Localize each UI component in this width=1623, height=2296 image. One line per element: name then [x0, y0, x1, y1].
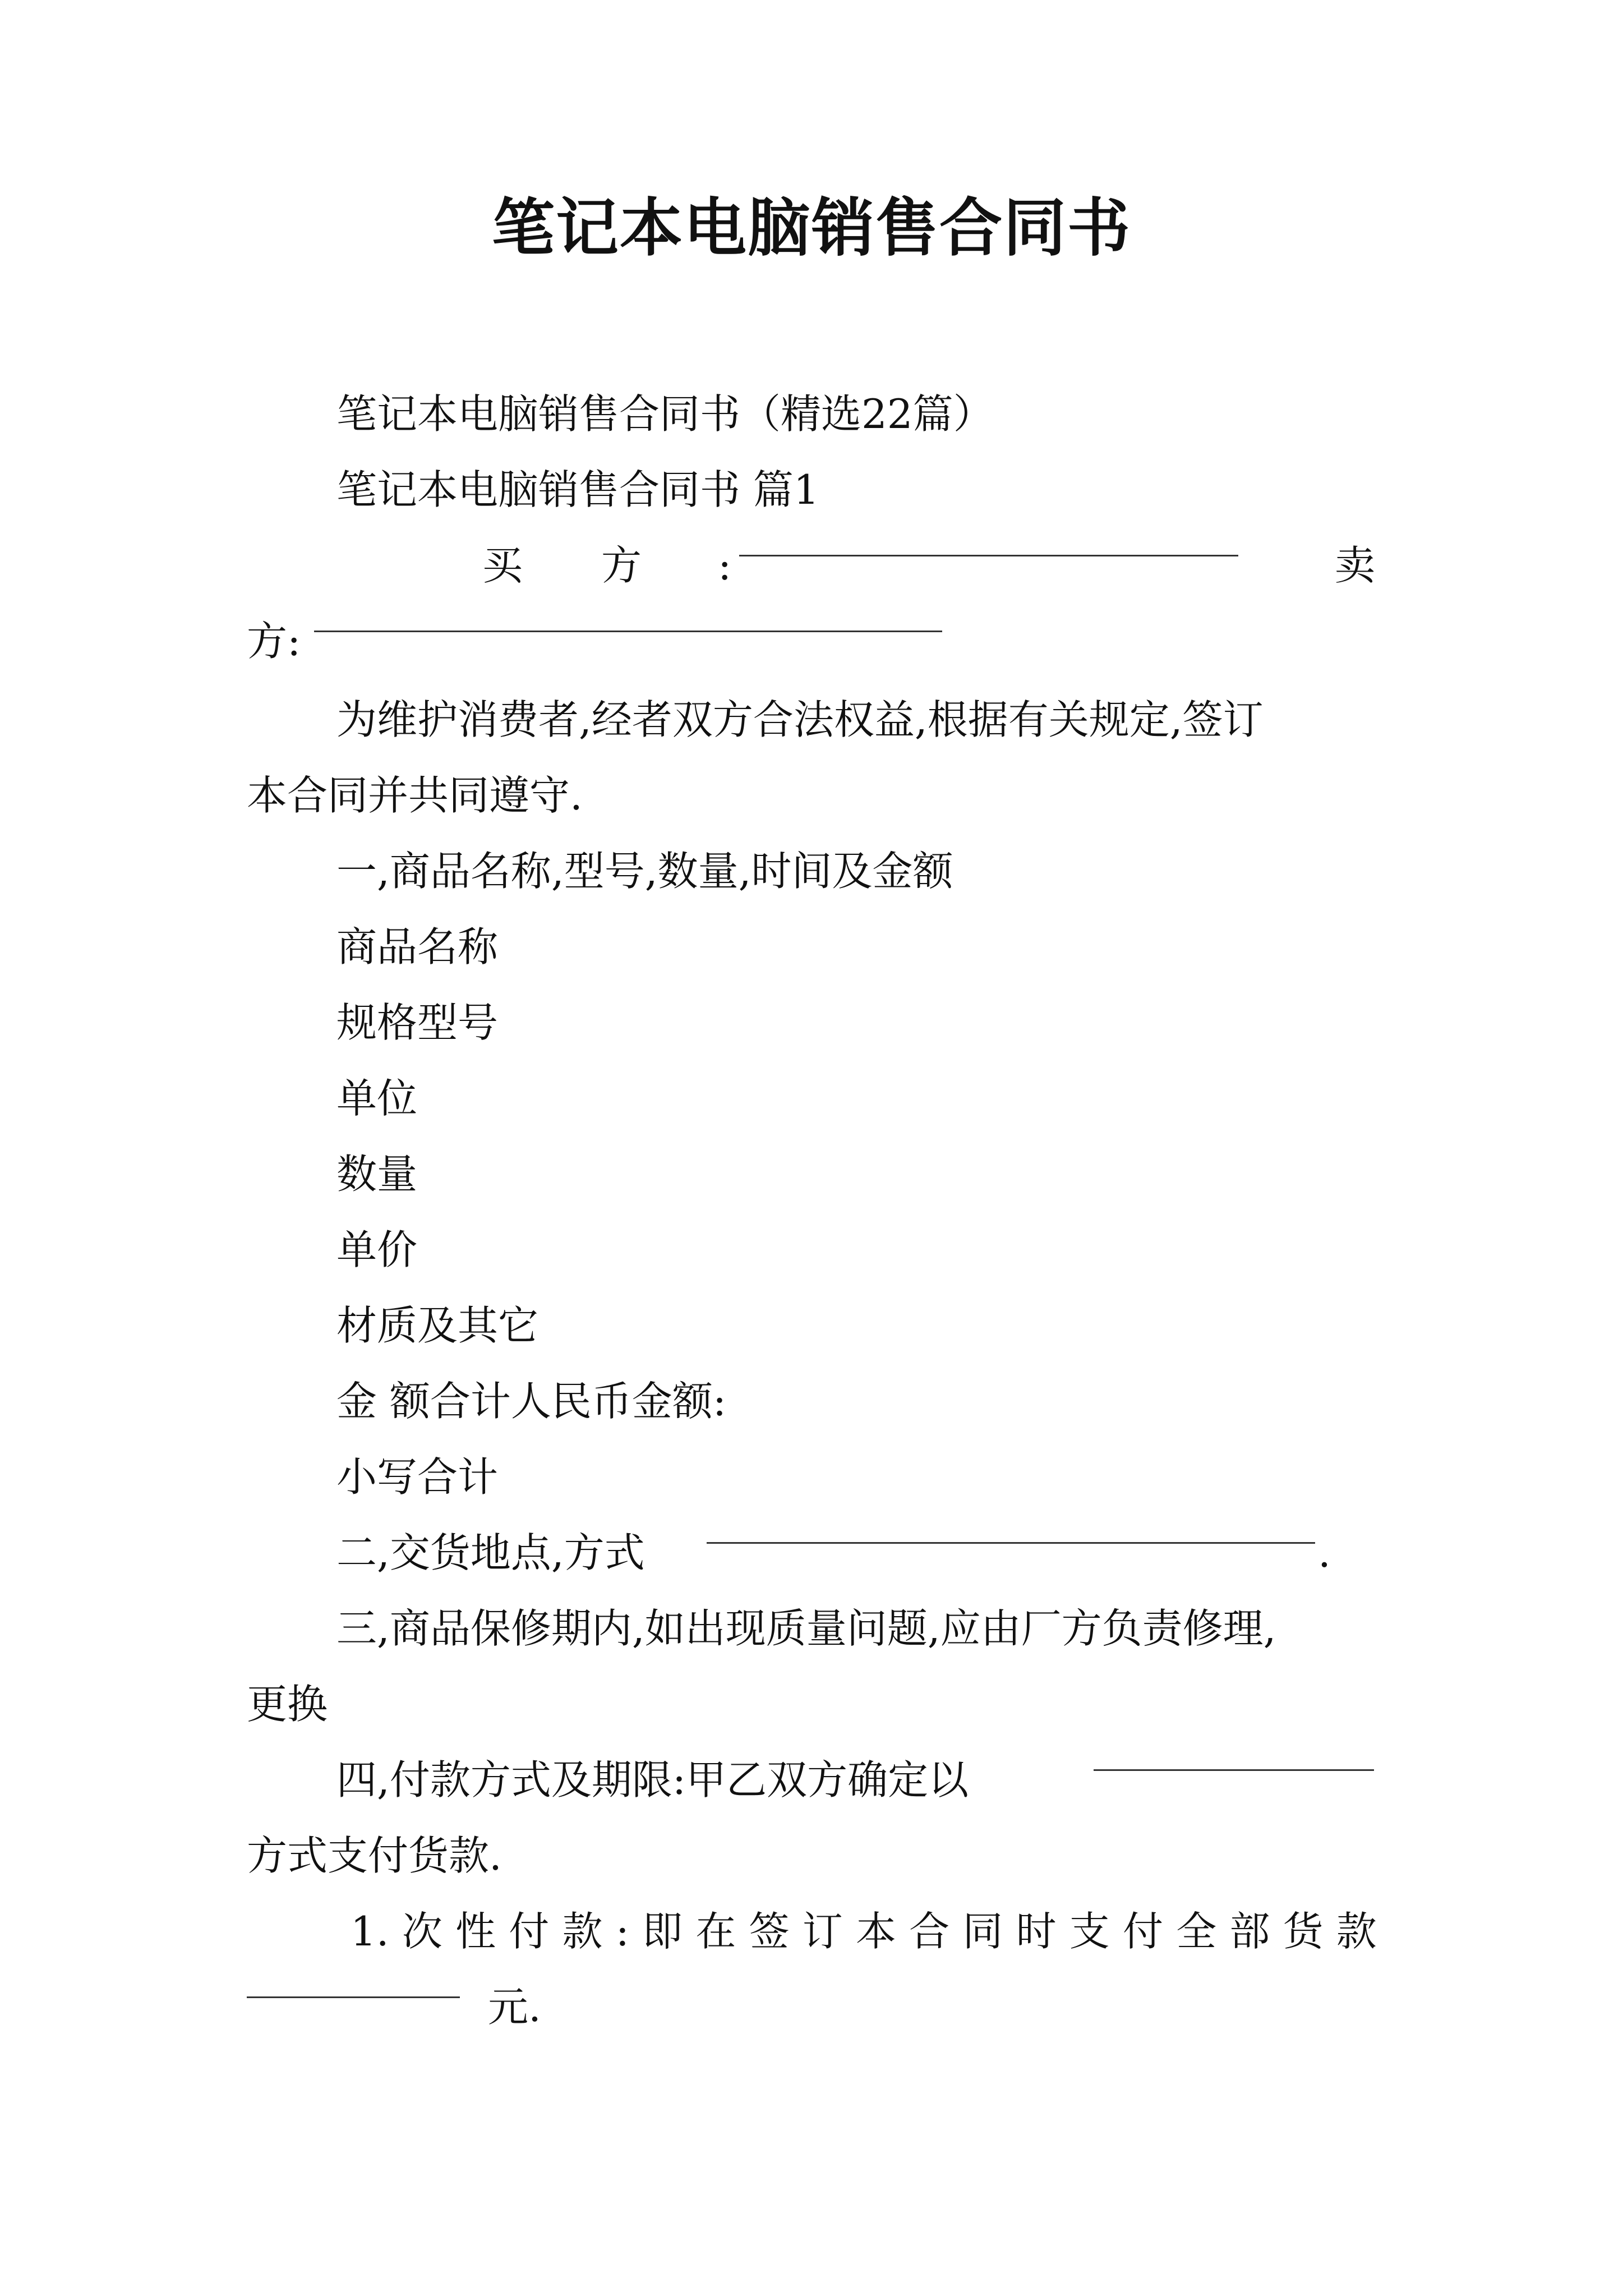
payment-1-char: 性	[455, 1908, 496, 1955]
payment-1-char: 时	[1016, 1908, 1057, 1955]
payment-amount-blank	[247, 1989, 460, 1998]
item-unit: 单位	[336, 1075, 418, 1122]
intro-line-2: 本合同并共同遵守.	[247, 772, 583, 819]
payment-1-char: 次	[402, 1908, 442, 1955]
buyer-label-char-1: 买	[482, 542, 523, 589]
clause-4-line-2: 方式支付货款.	[247, 1832, 502, 1879]
clause-3-line-1: 三,商品保修期内,如出现质量问题,应由厂方负责修理,	[336, 1605, 1276, 1652]
item-spec-model: 规格型号	[336, 999, 499, 1046]
seller-name-blank	[314, 623, 942, 632]
item-unit-price: 单价	[336, 1226, 418, 1273]
payment-1-char: 1.	[351, 1908, 389, 1955]
payment-1-char: 本	[855, 1908, 896, 1955]
payment-1-line	[351, 1907, 1377, 1955]
payment-1-char: 在	[695, 1908, 736, 1955]
payment-1-unit: 元.	[488, 1984, 541, 2031]
payment-1-char: 即	[642, 1908, 683, 1955]
payment-1-char: 同	[962, 1908, 1003, 1955]
delivery-blank	[707, 1534, 1315, 1544]
payment-1-char: 订	[802, 1908, 843, 1955]
buyer-label-char-2: 方	[601, 542, 642, 589]
buyer-label-colon: :	[718, 542, 732, 589]
payment-1-char: 部	[1229, 1908, 1270, 1955]
intro-line-1: 为维护消费者,经者双方合法权益,根据有关规定,签订	[336, 696, 1264, 743]
document-subtitle: 笔记本电脑销售合同书（精选22篇）	[336, 390, 994, 438]
seller-label-start: 卖	[1335, 542, 1376, 589]
clause-4-line-1: 四,付款方式及期限:甲乙双方确定以	[336, 1756, 969, 1803]
clause-2-period: .	[1318, 1529, 1331, 1576]
clause-3-line-2: 更换	[247, 1681, 328, 1728]
section-heading: 笔记本电脑销售合同书 篇1	[336, 466, 819, 513]
payment-1-char: 付	[509, 1908, 550, 1955]
payment-1-char: 合	[909, 1908, 950, 1955]
item-material-other: 材质及其它	[336, 1302, 539, 1349]
payment-1-char: :	[615, 1908, 629, 1955]
payment-1-char: 付	[1122, 1908, 1163, 1955]
seller-label-end: 方:	[247, 618, 301, 665]
payment-1-char: 签	[749, 1908, 790, 1955]
clause-1-heading: 一,商品名称,型号,数量,时间及金额	[336, 848, 953, 895]
document-title: 笔记本电脑销售合同书	[492, 191, 1131, 265]
item-product-name: 商品名称	[336, 923, 499, 970]
amount-total-line: 金 额合计人民币金额:	[336, 1378, 727, 1425]
payment-1-char: 支	[1069, 1908, 1110, 1955]
buyer-name-blank	[739, 547, 1238, 556]
payment-1-char: 款	[1336, 1908, 1377, 1955]
payment-1-char: 货	[1283, 1908, 1324, 1955]
item-quantity: 数量	[336, 1151, 418, 1198]
payment-method-blank	[1094, 1761, 1374, 1771]
subtotal-line: 小写合计	[336, 1453, 499, 1501]
payment-1-char: 款	[562, 1908, 603, 1955]
payment-1-char: 全	[1176, 1908, 1217, 1955]
clause-2-text: 二,交货地点,方式	[336, 1529, 645, 1576]
